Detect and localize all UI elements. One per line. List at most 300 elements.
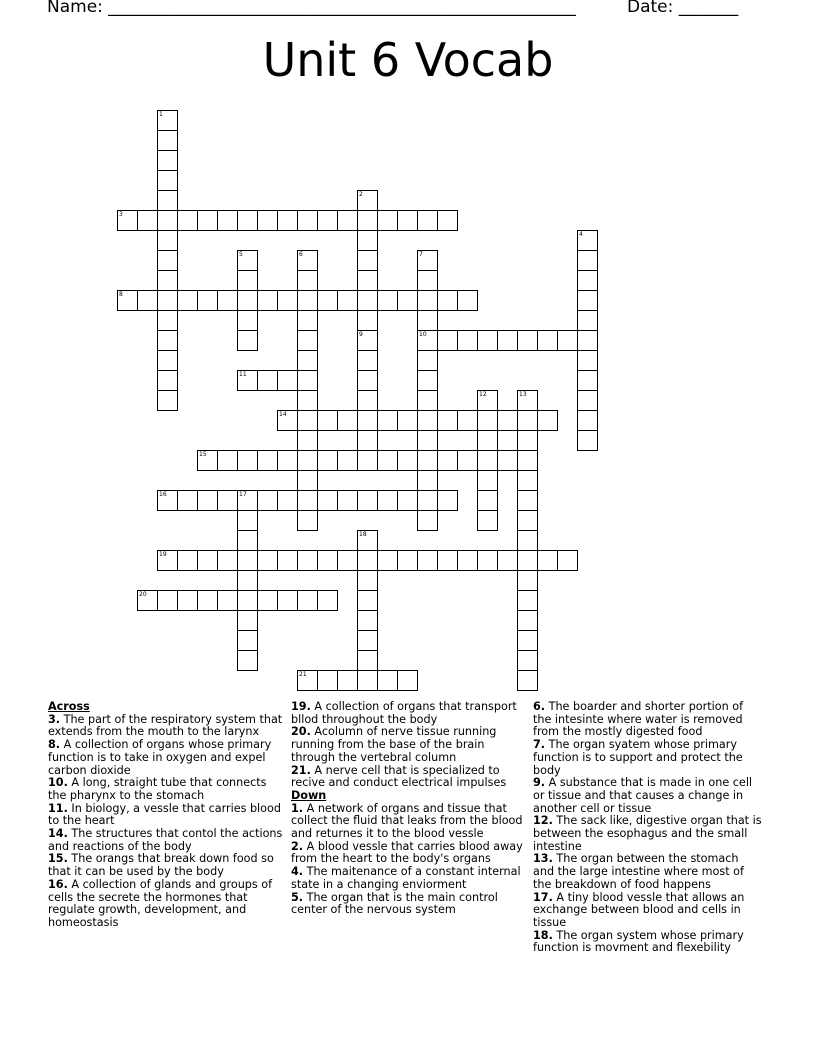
grid-cell[interactable] bbox=[197, 490, 218, 511]
clue-number: 7. bbox=[533, 738, 546, 752]
grid-cell[interactable] bbox=[537, 550, 558, 571]
grid-cell[interactable] bbox=[177, 290, 198, 311]
grid-cell[interactable] bbox=[317, 210, 338, 231]
grid-cell[interactable] bbox=[437, 490, 458, 511]
clue-text: The structures that contol the actions and reactions of the body bbox=[48, 827, 283, 853]
clue-number: 4 bbox=[579, 231, 583, 238]
clue-text: The part of the respiratory system that extends from the mouth to the larynx bbox=[48, 712, 283, 739]
grid-cell[interactable] bbox=[517, 670, 538, 691]
grid-cell[interactable] bbox=[577, 410, 598, 431]
grid-cell[interactable] bbox=[377, 670, 398, 691]
grid-cell[interactable] bbox=[257, 290, 278, 311]
grid-cell[interactable] bbox=[397, 550, 418, 571]
grid-cell[interactable] bbox=[557, 330, 578, 351]
grid-cell[interactable] bbox=[417, 450, 438, 471]
grid-cell[interactable] bbox=[237, 610, 258, 631]
clue-number: 3. bbox=[48, 712, 61, 726]
grid-cell[interactable] bbox=[477, 390, 498, 411]
grid-cell[interactable] bbox=[237, 270, 258, 291]
clue-number: 6 bbox=[299, 251, 303, 258]
grid-cell[interactable] bbox=[197, 210, 218, 231]
grid-cell[interactable] bbox=[457, 290, 478, 311]
grid-cell[interactable] bbox=[117, 210, 138, 231]
grid-cell[interactable] bbox=[177, 590, 198, 611]
clue-across bbox=[48, 853, 288, 878]
grid-cell[interactable] bbox=[277, 490, 298, 511]
clue-across bbox=[291, 701, 531, 726]
grid-cell[interactable] bbox=[177, 550, 198, 571]
clue-number: 15. bbox=[48, 852, 68, 866]
grid-cell[interactable] bbox=[297, 350, 318, 371]
grid-cell[interactable] bbox=[297, 210, 318, 231]
grid-cell[interactable] bbox=[477, 470, 498, 491]
grid-cell[interactable] bbox=[337, 670, 358, 691]
clue-text: A nerve cell that is specialized to recive and conduct electrical impulses bbox=[291, 763, 507, 790]
clue-number: 19. bbox=[291, 700, 311, 713]
grid-cell[interactable] bbox=[157, 250, 178, 271]
grid-cell[interactable] bbox=[237, 530, 258, 551]
clue-down bbox=[533, 815, 763, 853]
grid-cell[interactable] bbox=[157, 190, 178, 211]
clue-text: The organ that is the main control center of the nervous system bbox=[291, 890, 498, 917]
clue-down bbox=[291, 866, 531, 891]
grid-cell[interactable] bbox=[237, 290, 258, 311]
grid-cell[interactable] bbox=[337, 290, 358, 311]
grid-cell[interactable] bbox=[157, 590, 178, 611]
grid-cell[interactable] bbox=[157, 550, 178, 571]
grid-cell[interactable] bbox=[357, 410, 378, 431]
clue-across bbox=[48, 879, 288, 930]
grid-cell[interactable] bbox=[137, 290, 158, 311]
clue-number: 12 bbox=[479, 391, 487, 398]
clue-number: 4. bbox=[291, 865, 304, 879]
grid-cell[interactable] bbox=[297, 250, 318, 271]
grid-cell[interactable] bbox=[397, 670, 418, 691]
grid-cell[interactable] bbox=[537, 330, 558, 351]
clue-text: The orangs that break down food so that it can be used by the body bbox=[48, 852, 274, 879]
grid-cell[interactable] bbox=[217, 450, 238, 471]
grid-cell[interactable] bbox=[277, 590, 298, 611]
grid-cell[interactable] bbox=[317, 450, 338, 471]
grid-cell[interactable] bbox=[417, 250, 438, 271]
grid-cell[interactable] bbox=[257, 590, 278, 611]
grid-cell[interactable] bbox=[277, 290, 298, 311]
clues-column-3 bbox=[533, 701, 763, 955]
grid-cell[interactable] bbox=[337, 490, 358, 511]
clue-number: 16 bbox=[159, 491, 167, 498]
grid-cell[interactable] bbox=[337, 450, 358, 471]
grid-cell[interactable] bbox=[157, 390, 178, 411]
grid-cell[interactable] bbox=[577, 230, 598, 251]
grid-cell[interactable] bbox=[157, 150, 178, 171]
clue-number: 13 bbox=[519, 391, 527, 398]
clue-across bbox=[48, 828, 288, 853]
grid-cell[interactable] bbox=[277, 550, 298, 571]
clue-text: A blood vessle that carries blood away from the heart to the body's organs bbox=[291, 839, 523, 866]
grid-cell[interactable] bbox=[357, 610, 378, 631]
grid-cell[interactable] bbox=[357, 670, 378, 691]
grid-cell[interactable] bbox=[277, 210, 298, 231]
grid-cell[interactable] bbox=[237, 250, 258, 271]
grid-cell[interactable] bbox=[457, 450, 478, 471]
grid-cell[interactable] bbox=[297, 550, 318, 571]
grid-cell[interactable] bbox=[297, 310, 318, 331]
grid-cell[interactable] bbox=[297, 670, 318, 691]
clue-down bbox=[291, 803, 531, 841]
grid-cell[interactable] bbox=[357, 430, 378, 451]
grid-cell[interactable] bbox=[417, 470, 438, 491]
grid-cell[interactable] bbox=[417, 390, 438, 411]
clue-number: 19 bbox=[159, 551, 167, 558]
grid-cell[interactable] bbox=[517, 550, 538, 571]
clue-down bbox=[533, 930, 763, 955]
grid-cell[interactable] bbox=[417, 310, 438, 331]
grid-cell[interactable] bbox=[137, 210, 158, 231]
grid-cell[interactable] bbox=[417, 430, 438, 451]
grid-cell[interactable] bbox=[477, 410, 498, 431]
clues-column-1 bbox=[48, 701, 288, 930]
clue-number: 16. bbox=[48, 877, 68, 891]
grid-cell[interactable] bbox=[217, 210, 238, 231]
grid-cell[interactable] bbox=[577, 330, 598, 351]
clue-number: 18 bbox=[359, 531, 367, 538]
clue-number: 17. bbox=[533, 890, 553, 904]
clue-text: A collection of glands and groups of cells the secrete the hormones that regulate growth, development, and homeostasis bbox=[48, 877, 273, 929]
grid-cell[interactable] bbox=[417, 490, 438, 511]
grid-cell[interactable] bbox=[437, 330, 458, 351]
grid-cell[interactable] bbox=[237, 370, 258, 391]
clue-number: 14 bbox=[279, 411, 287, 418]
clue-text: A collection of organs that transport bllod throughout the body bbox=[291, 700, 517, 726]
clue-number: 11 bbox=[239, 371, 247, 378]
grid-cell[interactable] bbox=[357, 230, 378, 251]
grid-cell[interactable] bbox=[377, 410, 398, 431]
grid-cell[interactable] bbox=[277, 410, 298, 431]
grid-cell[interactable] bbox=[197, 550, 218, 571]
grid-cell[interactable] bbox=[417, 210, 438, 231]
grid-cell[interactable] bbox=[237, 330, 258, 351]
clue-number: 5 bbox=[239, 251, 243, 258]
clue-text: The organ syatem whose primary function is to support and protect the body bbox=[533, 738, 743, 777]
clue-down bbox=[533, 777, 763, 815]
grid-cell[interactable] bbox=[457, 330, 478, 351]
grid-cell[interactable] bbox=[157, 210, 178, 231]
grid-cell[interactable] bbox=[157, 230, 178, 251]
grid-cell[interactable] bbox=[237, 450, 258, 471]
grid-cell[interactable] bbox=[257, 490, 278, 511]
grid-cell[interactable] bbox=[257, 450, 278, 471]
clue-number: 9. bbox=[533, 776, 546, 790]
grid-cell[interactable] bbox=[357, 190, 378, 211]
grid-cell[interactable] bbox=[237, 510, 258, 531]
grid-cell[interactable] bbox=[577, 270, 598, 291]
grid-cell[interactable] bbox=[357, 530, 378, 551]
grid-cell[interactable] bbox=[217, 590, 238, 611]
grid-cell[interactable] bbox=[357, 370, 378, 391]
grid-cell[interactable] bbox=[417, 270, 438, 291]
grid-cell[interactable] bbox=[577, 390, 598, 411]
clue-number: 13. bbox=[533, 852, 553, 866]
grid-cell[interactable] bbox=[397, 410, 418, 431]
grid-cell[interactable] bbox=[497, 410, 518, 431]
grid-cell[interactable] bbox=[357, 210, 378, 231]
grid-cell[interactable] bbox=[157, 130, 178, 151]
grid-cell[interactable] bbox=[297, 330, 318, 351]
grid-cell[interactable] bbox=[577, 310, 598, 331]
grid-cell[interactable] bbox=[477, 490, 498, 511]
grid-cell[interactable] bbox=[297, 490, 318, 511]
grid-cell[interactable] bbox=[237, 310, 258, 331]
grid-cell[interactable] bbox=[217, 490, 238, 511]
clue-text: Acolumn of nerve tissue running running from the base of the brain through the vertebral column bbox=[291, 725, 497, 764]
grid-cell[interactable] bbox=[157, 110, 178, 131]
grid-cell[interactable] bbox=[257, 210, 278, 231]
grid-cell[interactable] bbox=[397, 290, 418, 311]
grid-cell[interactable] bbox=[297, 590, 318, 611]
grid-cell[interactable] bbox=[297, 450, 318, 471]
clue-number: 5. bbox=[291, 890, 304, 904]
grid-cell[interactable] bbox=[197, 290, 218, 311]
clue-text: A tiny blood vessle that allows an exchange between blood and cells in tissue bbox=[533, 890, 745, 929]
grid-cell[interactable] bbox=[157, 330, 178, 351]
grid-cell[interactable] bbox=[297, 290, 318, 311]
clue-text: The organ between the stomach and the large intestine where most of the breakdown of food happens bbox=[533, 852, 744, 891]
grid-cell[interactable] bbox=[417, 510, 438, 531]
grid-cell[interactable] bbox=[357, 330, 378, 351]
grid-cell[interactable] bbox=[437, 290, 458, 311]
clue-text: A network of organs and tissue that collect the fluid that leaks from the blood and returnes it to the blood vessle bbox=[291, 801, 523, 841]
grid-cell[interactable] bbox=[417, 550, 438, 571]
grid-cell[interactable] bbox=[157, 170, 178, 191]
clue-number: 17 bbox=[239, 491, 247, 498]
grid-cell[interactable] bbox=[197, 450, 218, 471]
grid-cell[interactable] bbox=[177, 210, 198, 231]
clue-number: 2. bbox=[291, 839, 304, 853]
name-line: Name: _______________________________________________________ bbox=[47, 0, 576, 17]
grid-cell[interactable] bbox=[497, 450, 518, 471]
grid-cell[interactable] bbox=[297, 370, 318, 391]
grid-cell[interactable] bbox=[377, 550, 398, 571]
clue-number: 10. bbox=[48, 776, 68, 790]
clue-text: The maitenance of a constant internal state in a changing enviorment bbox=[291, 865, 521, 891]
clue-down bbox=[533, 701, 763, 739]
clue-number: 8 bbox=[119, 291, 123, 298]
grid-cell[interactable] bbox=[497, 550, 518, 571]
grid-cell[interactable] bbox=[477, 430, 498, 451]
clue-text: The sack like, digestive organ that is between the esophagus and the small intestine bbox=[533, 814, 762, 853]
grid-cell[interactable] bbox=[357, 290, 378, 311]
grid-cell[interactable] bbox=[357, 650, 378, 671]
grid-cell[interactable] bbox=[217, 290, 238, 311]
grid-cell[interactable] bbox=[237, 570, 258, 591]
grid-cell[interactable] bbox=[477, 330, 498, 351]
grid-cell[interactable] bbox=[317, 490, 338, 511]
grid-cell[interactable] bbox=[517, 590, 538, 611]
clue-number: 6. bbox=[533, 700, 546, 713]
grid-cell[interactable] bbox=[197, 590, 218, 611]
clue-number: 21 bbox=[299, 671, 307, 678]
grid-cell[interactable] bbox=[397, 210, 418, 231]
grid-cell[interactable] bbox=[377, 290, 398, 311]
grid-cell[interactable] bbox=[117, 290, 138, 311]
across-heading: Across bbox=[48, 700, 90, 713]
grid-cell[interactable] bbox=[397, 490, 418, 511]
grid-cell[interactable] bbox=[317, 670, 338, 691]
grid-cell[interactable] bbox=[397, 450, 418, 471]
grid-cell[interactable] bbox=[577, 370, 598, 391]
clue-text: A long, straight tube that connects the pharynx to the stomach bbox=[48, 776, 267, 802]
grid-cell[interactable] bbox=[157, 310, 178, 331]
grid-cell[interactable] bbox=[317, 290, 338, 311]
grid-cell[interactable] bbox=[237, 550, 258, 571]
grid-cell[interactable] bbox=[517, 510, 538, 531]
grid-cell[interactable] bbox=[417, 290, 438, 311]
grid-cell[interactable] bbox=[457, 410, 478, 431]
grid-cell[interactable] bbox=[257, 550, 278, 571]
clue-number: 2 bbox=[359, 191, 363, 198]
grid-cell[interactable] bbox=[517, 490, 538, 511]
clue-number: 12. bbox=[533, 814, 553, 828]
grid-cell[interactable] bbox=[517, 410, 538, 431]
grid-cell[interactable] bbox=[357, 590, 378, 611]
clues-column-2 bbox=[291, 701, 531, 917]
grid-cell[interactable] bbox=[357, 490, 378, 511]
clue-number: 20. bbox=[291, 725, 311, 739]
grid-cell[interactable] bbox=[157, 270, 178, 291]
grid-cell[interactable] bbox=[417, 330, 438, 351]
grid-cell[interactable] bbox=[157, 350, 178, 371]
clue-across bbox=[291, 726, 531, 764]
date-line: Date: _______ bbox=[627, 0, 739, 17]
grid-cell[interactable] bbox=[377, 490, 398, 511]
clue-number: 20 bbox=[139, 591, 147, 598]
grid-cell[interactable] bbox=[297, 470, 318, 491]
grid-cell[interactable] bbox=[577, 350, 598, 371]
grid-cell[interactable] bbox=[517, 650, 538, 671]
clue-down bbox=[291, 892, 531, 917]
grid-cell[interactable] bbox=[237, 490, 258, 511]
grid-cell[interactable] bbox=[297, 510, 318, 531]
grid-cell[interactable] bbox=[497, 330, 518, 351]
grid-cell[interactable] bbox=[357, 270, 378, 291]
grid-cell[interactable] bbox=[517, 390, 538, 411]
grid-cell[interactable] bbox=[437, 410, 458, 431]
grid-cell[interactable] bbox=[297, 410, 318, 431]
grid-cell[interactable] bbox=[317, 410, 338, 431]
grid-cell[interactable] bbox=[577, 250, 598, 271]
grid-cell[interactable] bbox=[357, 350, 378, 371]
grid-cell[interactable] bbox=[417, 410, 438, 431]
page-title: Unit 6 Vocab bbox=[262, 33, 554, 87]
grid-cell[interactable] bbox=[437, 210, 458, 231]
grid-cell[interactable] bbox=[277, 370, 298, 391]
grid-cell[interactable] bbox=[337, 410, 358, 431]
clue-text: A collection of organs whose primary function is to take in oxygen and expel carbon dioxide bbox=[48, 738, 272, 777]
grid-cell[interactable] bbox=[517, 470, 538, 491]
grid-cell[interactable] bbox=[477, 510, 498, 531]
grid-cell[interactable] bbox=[517, 430, 538, 451]
grid-cell[interactable] bbox=[357, 390, 378, 411]
grid-cell[interactable] bbox=[277, 450, 298, 471]
grid-cell[interactable] bbox=[377, 210, 398, 231]
grid-cell[interactable] bbox=[317, 550, 338, 571]
down-heading: Down bbox=[291, 788, 327, 802]
grid-cell[interactable] bbox=[477, 450, 498, 471]
clue-down bbox=[291, 841, 531, 866]
grid-cell[interactable] bbox=[177, 490, 198, 511]
clue-number: 11. bbox=[48, 801, 68, 815]
grid-cell[interactable] bbox=[417, 350, 438, 371]
clue-number: 9 bbox=[359, 331, 363, 338]
grid-cell[interactable] bbox=[577, 290, 598, 311]
grid-cell[interactable] bbox=[577, 430, 598, 451]
clue-across bbox=[48, 739, 288, 777]
grid-cell[interactable] bbox=[157, 290, 178, 311]
grid-cell[interactable] bbox=[217, 550, 238, 571]
grid-cell[interactable] bbox=[517, 570, 538, 591]
grid-cell[interactable] bbox=[157, 490, 178, 511]
grid-cell[interactable] bbox=[297, 270, 318, 291]
clue-number: 8. bbox=[48, 738, 61, 752]
grid-cell[interactable] bbox=[477, 550, 498, 571]
clue-down bbox=[533, 853, 763, 891]
grid-cell[interactable] bbox=[137, 590, 158, 611]
grid-cell[interactable] bbox=[357, 570, 378, 591]
grid-cell[interactable] bbox=[237, 590, 258, 611]
grid-cell[interactable] bbox=[317, 590, 338, 611]
grid-cell[interactable] bbox=[297, 430, 318, 451]
clue-number: 7 bbox=[419, 251, 423, 258]
grid-cell[interactable] bbox=[357, 310, 378, 331]
grid-cell[interactable] bbox=[537, 410, 558, 431]
clue-number: 15 bbox=[199, 451, 207, 458]
grid-cell[interactable] bbox=[357, 450, 378, 471]
grid-cell[interactable] bbox=[517, 530, 538, 551]
grid-cell[interactable] bbox=[517, 630, 538, 651]
grid-cell[interactable] bbox=[377, 450, 398, 471]
grid-cell[interactable] bbox=[237, 630, 258, 651]
clue-number: 21. bbox=[291, 763, 311, 777]
grid-cell[interactable] bbox=[517, 610, 538, 631]
grid-cell[interactable] bbox=[237, 650, 258, 671]
grid-cell[interactable] bbox=[337, 210, 358, 231]
grid-cell[interactable] bbox=[297, 390, 318, 411]
grid-cell[interactable] bbox=[257, 370, 278, 391]
clue-text: In biology, a vessle that carries blood to the heart bbox=[48, 801, 281, 828]
grid-cell[interactable] bbox=[337, 550, 358, 571]
grid-cell[interactable] bbox=[517, 450, 538, 471]
clue-number: 14. bbox=[48, 827, 68, 841]
grid-cell[interactable] bbox=[237, 210, 258, 231]
grid-cell[interactable] bbox=[437, 450, 458, 471]
clue-text: The organ system whose primary function is movment and flexebility bbox=[533, 928, 744, 955]
grid-cell[interactable] bbox=[157, 370, 178, 391]
clue-number: 1. bbox=[291, 801, 304, 815]
clue-number: 18. bbox=[533, 928, 553, 942]
grid-cell[interactable] bbox=[437, 550, 458, 571]
clue-text: The boarder and shorter portion of the intesinte where water is removed from the mostly digested food bbox=[533, 700, 744, 739]
grid-cell[interactable] bbox=[517, 330, 538, 351]
grid-cell[interactable] bbox=[357, 630, 378, 651]
clue-number: 10 bbox=[419, 331, 427, 338]
clue-across bbox=[48, 777, 288, 802]
clue-text: A substance that is made in one cell or tissue and that causes a change in another cell or tissue bbox=[533, 776, 753, 815]
grid-cell[interactable] bbox=[357, 250, 378, 271]
grid-cell[interactable] bbox=[357, 550, 378, 571]
grid-cell[interactable] bbox=[557, 550, 578, 571]
grid-cell[interactable] bbox=[457, 550, 478, 571]
grid-cell[interactable] bbox=[417, 370, 438, 391]
